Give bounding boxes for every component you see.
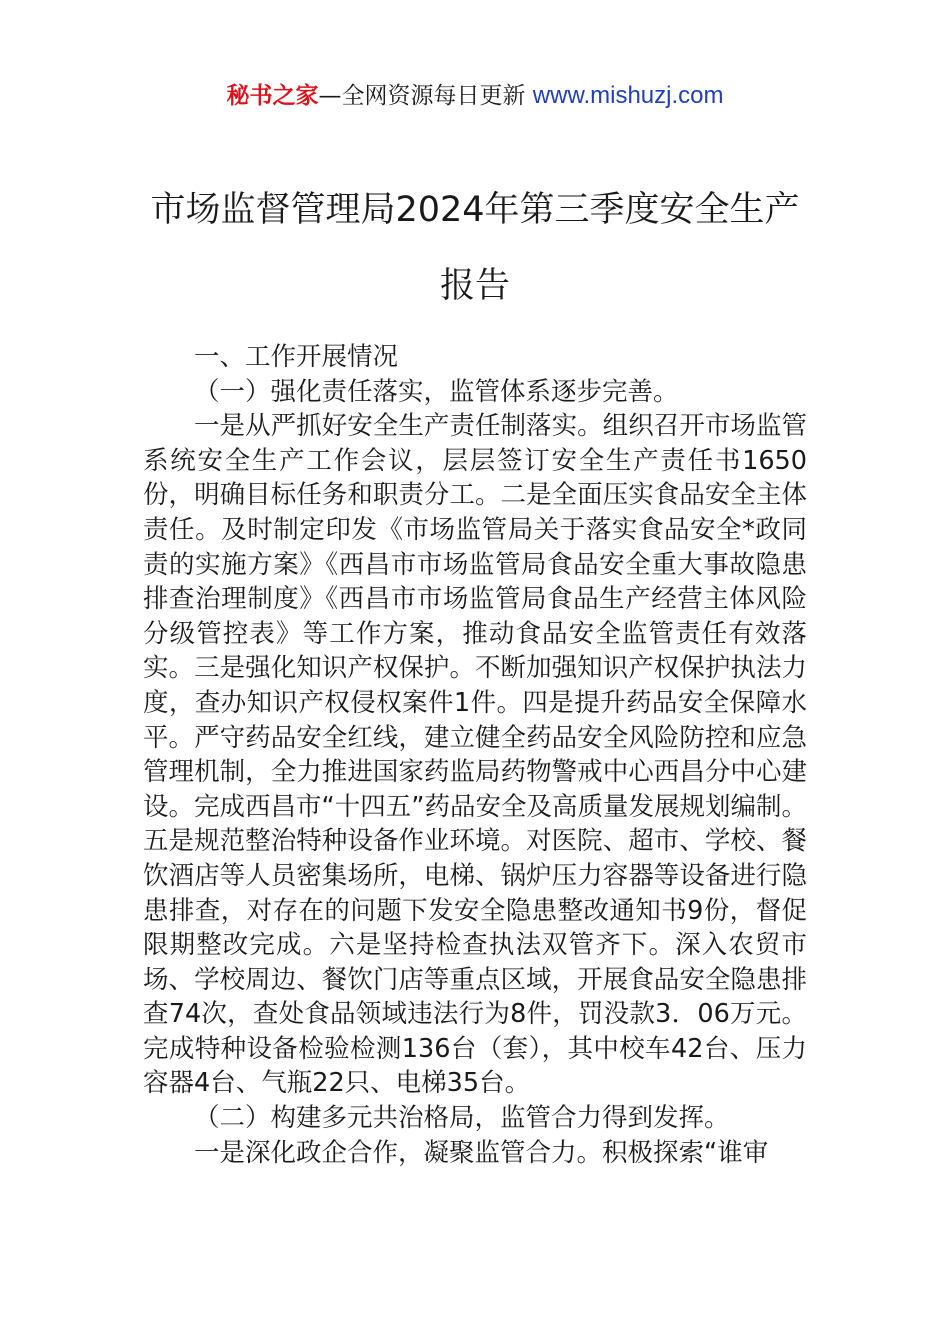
site-tagline: —全网资源每日更新 — [318, 83, 526, 109]
document-body — [143, 340, 807, 1170]
body-paragraph: 一是从严抓好安全生产责任制落实。组织召开市场监管系统安全生产工作会议，层层签订安全生产责任书1650份，明确目标任务和职责分工。二是全面压实食品安全主体责任。及时制定印发《市场监管局关于落实食品安全*政同责的实施方案》《西昌市市场监管局食品安全重大事故隐患排查治理制度》《西昌市市场监管局食品生产经营主体风险分级管控表》等工作方案，推动食品安全监管责任有效落实。三是强化知识产权保护。不断加强知识产权保护执法力度，查办知识产权侵权案件1件。四是提升药品安全保障水平。严守药品安全红线，建立健全药品安全风险防控和应急管理机制，全力推进国家药监局药物警戒中心西昌分中心建设。完成西昌市“十四五”药品安全及高质量发展规划编制。五是规范整治特种设备作业环境。对医院、超市、学校、餐饮酒店等人员密集场所，电梯、锅炉压力容器等设备进行隐患排查，对存在的问题下发安全隐患整改通知书9份，督促限期整改完成。六是坚持检查执法双管齐下。深入农贸市场、学校周边、餐饮门店等重点区域，开展食品安全隐患排查74次，查处食品领域违法行为8件，罚没款3．06万元。完成特种设备检验检测136台（套），其中校车42台、压力容器4台、气瓶22只、电梯35台。 — [143, 411, 807, 1099]
body-paragraph: 一是深化政企合作，凝聚监管合力。积极探索“谁审 — [194, 1137, 769, 1168]
subsection-heading: （二）构建多元共治格局，监管合力得到发挥。 — [194, 1103, 730, 1134]
title-line-1: 市场监督管理局2024年第三季度安全生产 — [150, 190, 800, 230]
document-title — [0, 172, 950, 324]
site-header — [0, 80, 950, 112]
title-line-2: 报告 — [439, 266, 510, 306]
site-brand: 秘书之家 — [226, 83, 319, 109]
section-heading: 一、工作开展情况 — [194, 342, 399, 372]
site-url[interactable]: www.mishuzj.com — [532, 82, 724, 109]
subsection-heading: （一）强化责任落实，监管体系逐步完善。 — [194, 376, 679, 407]
